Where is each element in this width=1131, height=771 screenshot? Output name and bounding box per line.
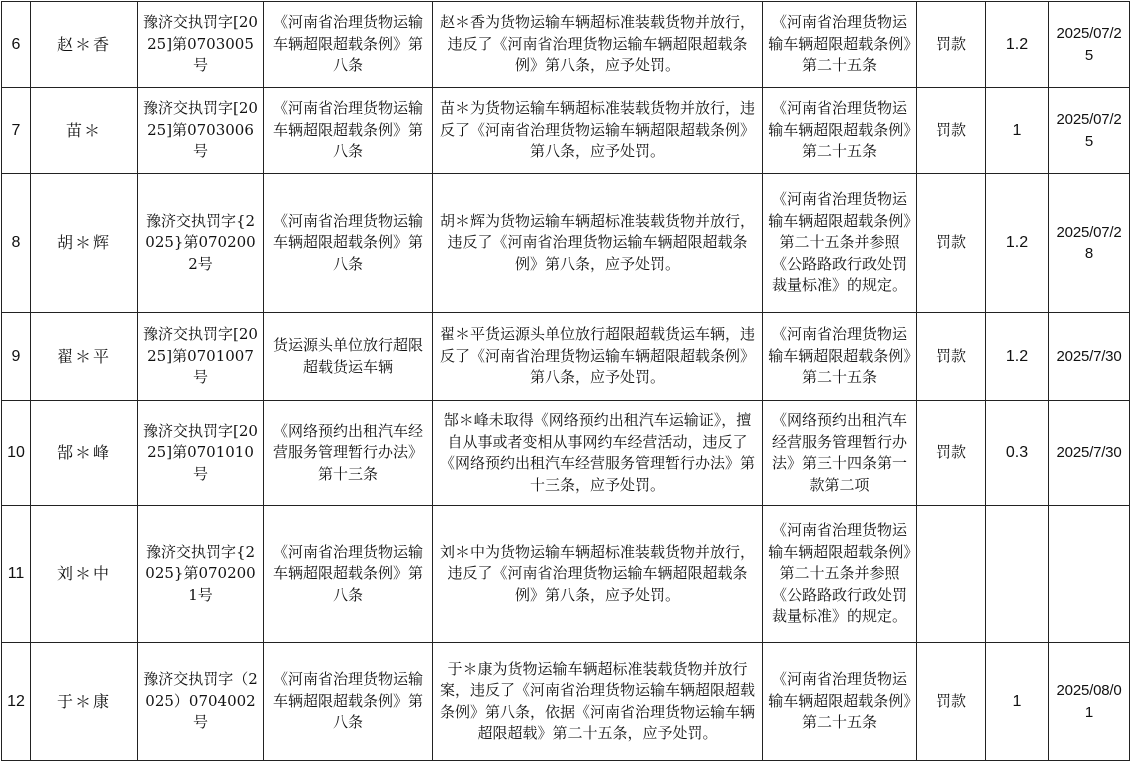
penalty-table [1, 1, 1130, 761]
violated-provision-cell: 《河南省治理货物运输车辆超限超载条例》第八条 [264, 88, 433, 174]
penalty-type-cell: 罚款 [917, 401, 986, 506]
party-name-cell: 赵＊香 [31, 2, 138, 88]
party-name-cell: 于＊康 [31, 643, 138, 761]
party-name-cell: 郜＊峰 [31, 401, 138, 506]
decision-date-cell: 2025/07/25 [1049, 88, 1130, 174]
penalty-basis-cell: 《河南省治理货物运输车辆超限超载条例》第二十五条并参照《公路路政行政处罚裁量标准》的规定。 [763, 506, 917, 643]
table-row [2, 506, 1130, 643]
penalty-basis-cell: 《河南省治理货物运输车辆超限超载条例》第二十五条 [763, 88, 917, 174]
row-number-cell: 11 [2, 506, 31, 643]
penalty-amount-cell: 0.3 [986, 401, 1049, 506]
penalty-type-cell: 罚款 [917, 2, 986, 88]
penalty-type-cell: 罚款 [917, 88, 986, 174]
row-number-cell: 10 [2, 401, 31, 506]
document-number-cell: 豫济交执罚字[2025]第0703006号 [138, 88, 264, 174]
penalty-amount-cell: 1.2 [986, 174, 1049, 313]
decision-date-cell: 2025/07/25 [1049, 2, 1130, 88]
party-name-cell: 胡＊辉 [31, 174, 138, 313]
penalty-amount-cell: 1 [986, 88, 1049, 174]
table-row [2, 313, 1130, 401]
document-number-cell: 豫济交执罚字[2025]第0701010号 [138, 401, 264, 506]
penalty-amount-cell [986, 506, 1049, 643]
violation-facts-cell: 于＊康为货物运输车辆超标准装载货物并放行案，违反了《河南省治理货物运输车辆超限超载条例》第八条，依据《河南省治理货物运输车辆超限超载》第二十五条，应予处罚。 [433, 643, 763, 761]
table-row [2, 2, 1130, 88]
penalty-basis-cell: 《河南省治理货物运输车辆超限超载条例》第二十五条并参照《公路路政行政处罚裁量标准》的规定。 [763, 174, 917, 313]
violation-facts-cell: 翟＊平货运源头单位放行超限超载货运车辆，违反了《河南省治理货物运输车辆超限超载条例》第八条，应予处罚。 [433, 313, 763, 401]
violated-provision-cell: 《网络预约出租汽车经营服务管理暂行办法》第十三条 [264, 401, 433, 506]
penalty-amount-cell: 1.2 [986, 2, 1049, 88]
row-number-cell: 12 [2, 643, 31, 761]
penalty-amount-cell: 1.2 [986, 313, 1049, 401]
penalty-basis-cell: 《网络预约出租汽车经营服务管理暂行办法》第三十四条第一款第二项 [763, 401, 917, 506]
decision-date-cell: 2025/07/28 [1049, 174, 1130, 313]
party-name-cell: 翟＊平 [31, 313, 138, 401]
decision-date-cell: 2025/7/30 [1049, 401, 1130, 506]
document-number-cell: 豫济交执罚字{2025}第0702002号 [138, 174, 264, 313]
document-number-cell: 豫济交执罚字[2025]第0703005号 [138, 2, 264, 88]
violation-facts-cell: 刘＊中为货物运输车辆超标准装载货物并放行，违反了《河南省治理货物运输车辆超限超载条例》第八条，应予处罚。 [433, 506, 763, 643]
violated-provision-cell: 《河南省治理货物运输车辆超限超载条例》第八条 [264, 506, 433, 643]
penalty-type-cell: 罚款 [917, 313, 986, 401]
violation-facts-cell: 赵＊香为货物运输车辆超标准装载货物并放行，违反了《河南省治理货物运输车辆超限超载条例》第八条，应予处罚。 [433, 2, 763, 88]
decision-date-cell: 2025/7/30 [1049, 313, 1130, 401]
party-name-cell: 苗＊ [31, 88, 138, 174]
row-number-cell: 7 [2, 88, 31, 174]
penalty-type-cell: 罚款 [917, 174, 986, 313]
document-number-cell: 豫济交执罚字{2025}第0702001号 [138, 506, 264, 643]
violated-provision-cell: 《河南省治理货物运输车辆超限超载条例》第八条 [264, 643, 433, 761]
penalty-basis-cell: 《河南省治理货物运输车辆超限超载条例》第二十五条 [763, 643, 917, 761]
table-row [2, 401, 1130, 506]
row-number-cell: 8 [2, 174, 31, 313]
table-row [2, 88, 1130, 174]
violation-facts-cell: 胡＊辉为货物运输车辆超标准装载货物并放行，违反了《河南省治理货物运输车辆超限超载条例》第八条，应予处罚。 [433, 174, 763, 313]
violated-provision-cell: 《河南省治理货物运输车辆超限超载条例》第八条 [264, 2, 433, 88]
violation-facts-cell: 郜＊峰未取得《网络预约出租汽车运输证》，擅自从事或者变相从事网约车经营活动，违反了《网络预约出租汽车经营服务管理暂行办法》第十三条，应予处罚。 [433, 401, 763, 506]
penalty-type-cell: 罚款 [917, 643, 986, 761]
party-name-cell: 刘＊中 [31, 506, 138, 643]
violated-provision-cell: 货运源头单位放行超限超载货运车辆 [264, 313, 433, 401]
row-number-cell: 6 [2, 2, 31, 88]
document-number-cell: 豫济交执罚字[2025]第0701007号 [138, 313, 264, 401]
violated-provision-cell: 《河南省治理货物运输车辆超限超载条例》第八条 [264, 174, 433, 313]
penalty-amount-cell: 1 [986, 643, 1049, 761]
table-row [2, 174, 1130, 313]
violation-facts-cell: 苗＊为货物运输车辆超标准装载货物并放行，违反了《河南省治理货物运输车辆超限超载条例》第八条，应予处罚。 [433, 88, 763, 174]
decision-date-cell: 2025/08/01 [1049, 643, 1130, 761]
row-number-cell: 9 [2, 313, 31, 401]
document-number-cell: 豫济交执罚字（2025）0704002号 [138, 643, 264, 761]
penalty-type-cell [917, 506, 986, 643]
penalty-basis-cell: 《河南省治理货物运输车辆超限超载条例》第二十五条 [763, 2, 917, 88]
decision-date-cell [1049, 506, 1130, 643]
table-row [2, 643, 1130, 761]
penalty-basis-cell: 《河南省治理货物运输车辆超限超载条例》第二十五条 [763, 313, 917, 401]
